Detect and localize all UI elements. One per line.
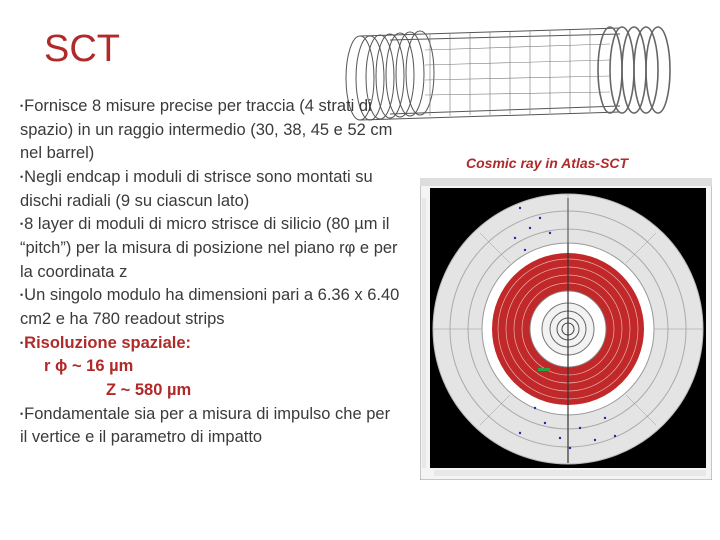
slide-title: SCT <box>44 28 120 70</box>
resolution-rphi: r ϕ ~ 16 µm <box>44 357 134 376</box>
bullet-item: •8 layer di moduli di micro strisce di silicio (80 µm il “pitch”) per la misura di posizione nel piano rφ e per la coordinata z <box>20 215 398 281</box>
bullet-dot-icon: • <box>20 337 24 348</box>
bullet-dot-icon: • <box>20 290 24 301</box>
bullet-item: •Negli endcap i moduli di strisce sono montati su dischi radiali (9 su ciascun lato) <box>20 168 373 210</box>
bullet-list <box>20 95 400 450</box>
bullet-dot-icon: • <box>20 408 24 419</box>
bullet-item: •Un singolo modulo ha dimensioni pari a 6.36 x 6.40 cm2 e ha 780 readout strips <box>20 286 400 328</box>
bullet-item: •Fornisce 8 misure precise per traccia (4 strati di spazio) in un raggio intermedio (30, 38, 45 e 52 cm nel barrel) <box>20 97 393 163</box>
figure-caption: Cosmic ray in Atlas-SCT <box>466 155 629 171</box>
resolution-z: Z ~ 580 µm <box>106 380 192 399</box>
bullet-dot-icon: • <box>20 219 24 230</box>
bullet-dot-icon: • <box>20 101 24 111</box>
bullet-item: •Fondamentale sia per a misura di impulso che per il vertice e il parametro di impatto <box>20 404 391 447</box>
resolution-heading: Risoluzione spaziale: <box>24 333 192 352</box>
bullet-item <box>20 332 400 356</box>
cosmic-ray-event-display <box>420 178 712 480</box>
bullet-dot-icon: • <box>20 171 24 182</box>
